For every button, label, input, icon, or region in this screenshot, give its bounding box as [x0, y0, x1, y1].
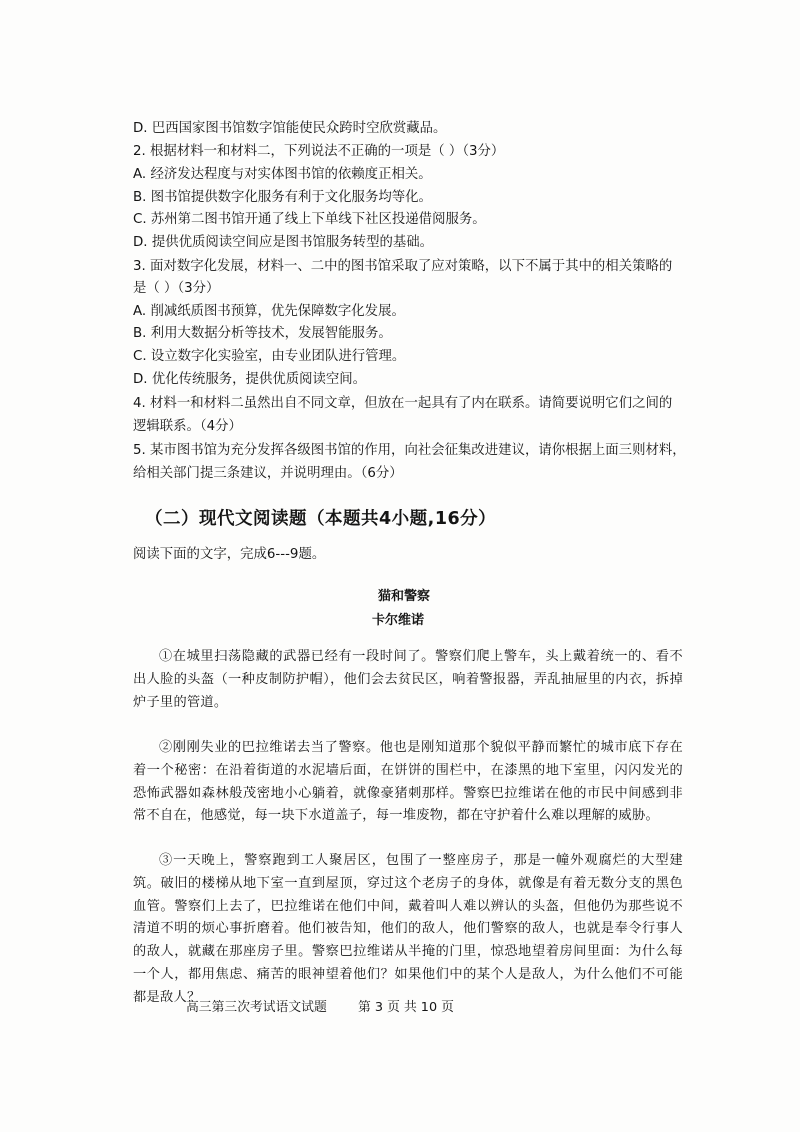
story-paragraph: ②刚刚失业的巴拉维诺去当了警察。他也是刚知道那个貌似平静而繁忙的城市底下存在着一个秘密：在沿着街道的水泥墙后面，在饼饼的围栏中，在漆黑的地下室里，闪闪发光的恐怖武器如森林般茂密地小心躺着，就像豪猪刺那样。警察巴拉维诺在他的市民中间感到非常不自在，他感觉，每一块下水道盖子，每一堆废物，都在守护着什么难以理解的威胁。 — [133, 740, 683, 824]
question-line: D. 提供优质阅读空间应是图书馆服务转型的基础。 — [133, 235, 434, 250]
story-paragraph: ①在城里扫荡隐藏的武器已经有一段时间了。警察们爬上警车，头上戴着统一的、看不出人脸的头盔（一种皮制防护帽），他们会去贫民区，响着警报器，弄乱抽屉里的内衣，拆掉炉子里的管道。 — [133, 649, 683, 710]
question-line: 3. 面对数字化发展，材料一、二中的图书馆采取了应对策略，以下不属于其中的相关策略的 — [133, 259, 673, 274]
section-heading: （二）现代文阅读题（本题共4小题,16分） — [145, 509, 497, 529]
question-line: B. 利用大数据分析等技术，发展智能服务。 — [133, 326, 392, 341]
question-line: D. 优化传统服务，提供优质阅读空间。 — [133, 372, 367, 387]
reading-instruction: 阅读下面的文字，完成6---9题。 — [133, 547, 326, 562]
footer-page-info: 第 3 页 共 10 页 — [358, 1000, 454, 1015]
question-line: A. 经济发达程度与对实体图书馆的依赖度正相关。 — [133, 167, 432, 182]
story-author: 卡尔维诺 — [372, 613, 425, 628]
footer-exam-title: 高三第三次考试语文试题 — [186, 1000, 327, 1015]
story-title: 猫和警察 — [378, 589, 431, 604]
question-line: C. 苏州第二图书馆开通了线上下单线下社区投递借阅服务。 — [133, 212, 486, 227]
question-line: 4. 材料一和材料二虽然出自不同文章，但放在一起具有了内在联系。请简要说明它们之间的 — [133, 396, 673, 411]
question-line: 是（ ）（3分） — [133, 281, 220, 296]
question-line: 2. 根据材料一和材料二，下列说法不正确的一项是（ ）（3分） — [133, 144, 505, 159]
question-line: 5. 某市图书馆为充分发挥各级图书馆的作用，向社会征集改进建议，请你根据上面三则材料， — [133, 443, 686, 458]
question-line: D. 巴西国家图书馆数字馆能使民众跨时空欣赏藏品。 — [133, 121, 447, 136]
question-line: 逻辑联系。（4分） — [133, 419, 242, 434]
story-paragraph: ③一天晚上，警察跑到工人聚居区，包围了一整座房子，那是一幢外观腐烂的大型建筑。破旧的楼梯从地下室一直到屋顶，穿过这个老房子的身体，就像是有着无数分支的黑色血管。警察们上去了，巴拉维诺在他们中间，戴着叫人难以辨认的头盔，但他仍为那些说不清道不明的烦心事折磨着。他们被告知，他们的敌人，他们警察的敌人，也就是奉令行事人的敌人，就藏在那座房子里。警察巴拉维诺从半掩的门里，惊恐地望着房间里面：为什么每一个人，都用焦虑、痛苦的眼神望着他们？如果他们中的某个人是敌人，为什么他们不可能都是敌人？ — [133, 853, 683, 1005]
question-line: A. 削减纸质图书预算，优先保障数字化发展。 — [133, 304, 405, 319]
question-line: C. 设立数字化实验室，由专业团队进行管理。 — [133, 349, 406, 364]
question-line: B. 图书馆提供数字化服务有利于文化服务均等化。 — [133, 190, 432, 205]
question-line: 给相关部门提三条建议，并说明理由。（6分） — [133, 466, 403, 481]
